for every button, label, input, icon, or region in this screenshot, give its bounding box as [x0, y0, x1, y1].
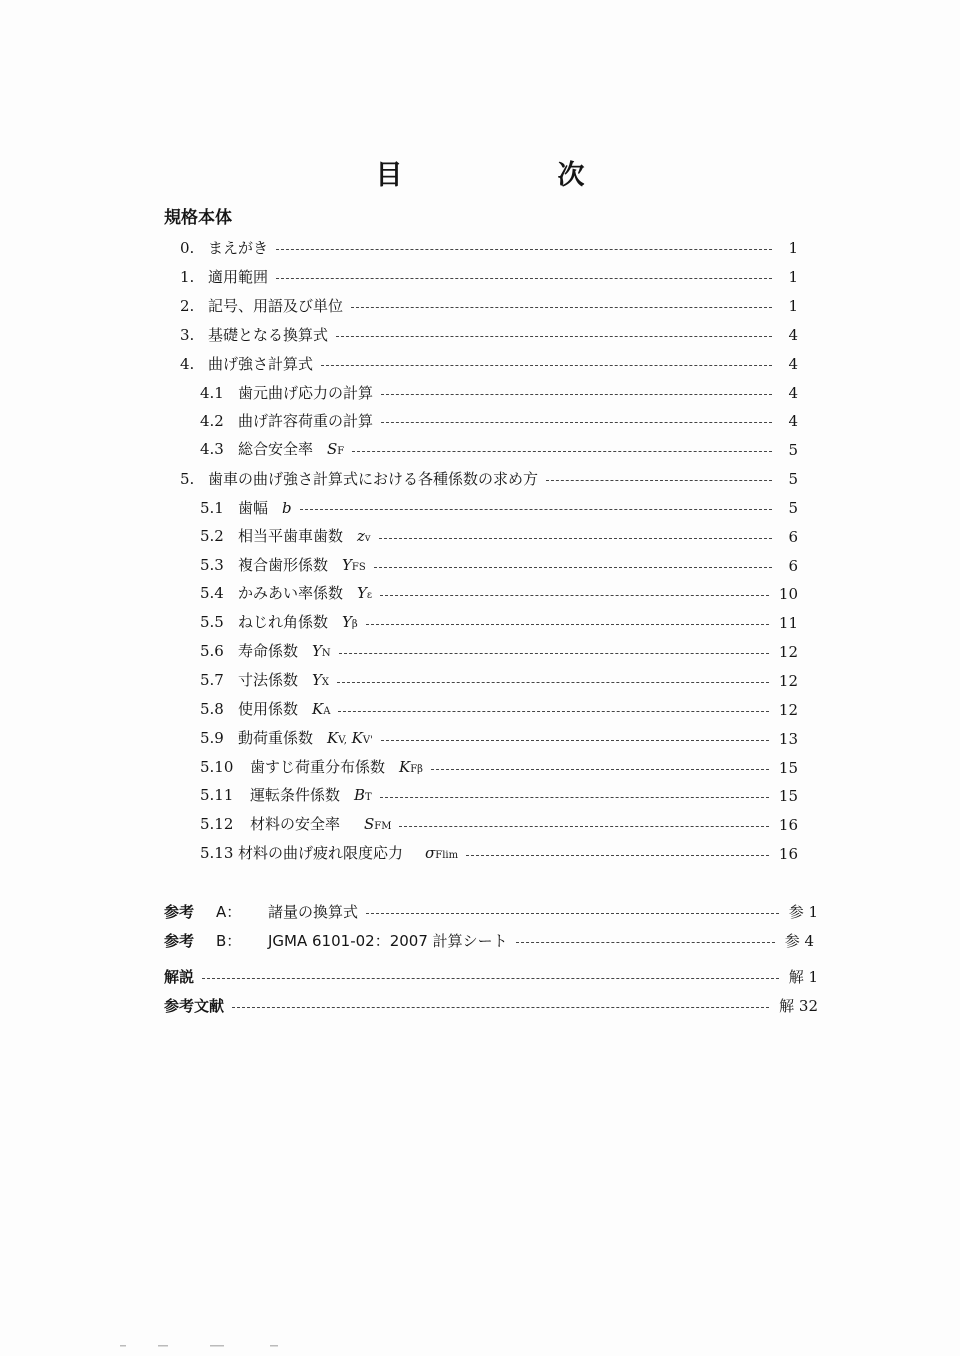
toc-page-number: 5 [788, 499, 798, 517]
math-symbol: σFlim [425, 843, 459, 862]
toc-text: 適用範囲 [208, 268, 269, 286]
toc-text: 歯車の曲げ強さ計算式における各種係数の求め方 [208, 470, 539, 488]
toc-page-number: 1 [788, 297, 798, 315]
appendix-letter: B： [216, 932, 242, 950]
toc-page-number: 15 [778, 759, 798, 777]
toc-entry-5-8[interactable] [200, 698, 798, 722]
toc-text: 寸法係数 [238, 670, 299, 689]
toc-number: 5.6 [200, 641, 224, 660]
math-symbol: YFS [342, 555, 366, 574]
toc-entry-5-4[interactable] [200, 582, 798, 606]
dotted-leader [276, 249, 772, 250]
toc-number: 4.2 [200, 412, 224, 430]
toc-page-number: 16 [778, 816, 798, 834]
toc-commentary[interactable] [164, 965, 818, 989]
toc-number: 5.10 [200, 757, 234, 776]
toc-text: 使用係数 [238, 699, 299, 718]
toc-number: 5.7 [200, 670, 224, 689]
dotted-leader [338, 711, 768, 712]
toc-number: 5.12 [200, 814, 234, 833]
toc-page-number: 4 [788, 412, 798, 430]
math-symbol: zv [357, 526, 371, 545]
scan-specks [120, 1344, 320, 1348]
toc-text: 相当平歯車歯数 [238, 526, 344, 545]
toc-entry-4-1[interactable] [200, 381, 798, 405]
dotted-leader [339, 653, 769, 654]
references-tag: 参考文献 [164, 997, 225, 1015]
toc-entry-4-3[interactable] [200, 438, 798, 462]
toc-number: 5.5 [200, 612, 224, 631]
toc-entry-5[interactable] [180, 467, 798, 491]
appendix-letter: A： [216, 903, 242, 921]
toc-entry-5-10[interactable] [200, 756, 798, 780]
toc-text: 総合安全率 [238, 439, 314, 458]
toc-entry-1[interactable] [180, 265, 798, 289]
toc-page-number: 1 [788, 268, 798, 286]
dotted-leader [321, 365, 772, 366]
toc-text: 曲げ許容荷重の計算 [238, 412, 374, 430]
toc-page-number: 5 [788, 470, 798, 488]
toc-text: 材料の曲げ疲れ限度応力 [238, 843, 404, 862]
toc-entry-5-1[interactable] [200, 496, 798, 520]
toc-text: 歯すじ荷重分布係数 [250, 757, 386, 776]
toc-text: 運転条件係数 [250, 785, 341, 804]
toc-number: 5.2 [200, 526, 224, 545]
toc-text: 動荷重係数 [238, 728, 314, 747]
dotted-leader [546, 480, 772, 481]
toc-entry-5-5[interactable] [200, 611, 798, 635]
toc-number: 5. [180, 470, 195, 488]
toc-page-number: 16 [778, 845, 798, 863]
toc-page-number: 12 [778, 701, 798, 719]
dotted-leader [466, 855, 769, 856]
math-symbol: b [282, 499, 292, 517]
appendix-tag: 参考 [164, 903, 195, 921]
toc-entry-5-13[interactable] [200, 842, 798, 866]
math-symbol: Yβ [342, 612, 358, 631]
dotted-leader [337, 682, 769, 683]
toc-text: 曲げ強さ計算式 [208, 355, 314, 373]
toc-entry-5-6[interactable] [200, 640, 798, 664]
toc-page-number: 4 [788, 384, 798, 402]
toc-text: ねじれ角係数 [238, 612, 329, 631]
page-title: 目 次 [375, 160, 649, 191]
toc-entry-4-2[interactable] [200, 409, 798, 433]
math-symbol: YX [312, 670, 330, 689]
toc-text: かみあい率係数 [238, 583, 344, 602]
dotted-leader [380, 595, 769, 596]
toc-text: 基礎となる換算式 [208, 326, 329, 344]
dotted-leader [380, 797, 769, 798]
toc-page-number: 13 [778, 730, 798, 748]
math-symbol: BT [354, 785, 372, 804]
toc-number: 4.1 [200, 384, 224, 402]
dotted-leader [399, 826, 768, 827]
dotted-leader [352, 451, 772, 452]
toc-page-number: 参 4 [784, 932, 814, 950]
dotted-leader [516, 942, 775, 943]
commentary-tag: 解説 [164, 968, 195, 986]
toc-page-number: 11 [778, 614, 798, 632]
toc-text: 記号、用語及び単位 [208, 297, 344, 315]
dotted-leader [381, 422, 772, 423]
toc-number: 5.1 [200, 499, 224, 517]
dotted-leader [351, 307, 772, 308]
appendix-text: 諸量の換算式 [268, 903, 359, 921]
toc-entry-5-9[interactable] [200, 727, 798, 751]
toc-page-number: 15 [778, 787, 798, 805]
toc-text: 材料の安全率 [250, 814, 341, 833]
toc-page-number: 参 1 [788, 903, 818, 921]
math-symbol: YN [312, 641, 331, 660]
toc-number: 5.9 [200, 728, 224, 747]
toc-number: 2. [180, 297, 195, 315]
toc-page-number: 10 [778, 585, 798, 603]
toc-page-number: 6 [788, 557, 798, 575]
toc-text: 歯元曲げ応力の計算 [238, 384, 374, 402]
dotted-leader [366, 624, 769, 625]
toc-number: 5.8 [200, 699, 224, 718]
math-symbol: KA [312, 699, 331, 718]
dotted-leader [431, 769, 769, 770]
toc-number: 5.11 [200, 785, 234, 804]
math-symbol: KV, KV' [327, 728, 373, 747]
toc-text: 複合歯形係数 [238, 555, 329, 574]
appendix-tag: 参考 [164, 932, 195, 950]
toc-entry-5-7[interactable] [200, 669, 798, 693]
toc-page-number: 6 [788, 528, 798, 546]
toc-number: 3. [180, 326, 195, 344]
dotted-leader [232, 1007, 769, 1008]
math-symbol: Yε [357, 583, 373, 602]
toc-references[interactable] [164, 994, 818, 1018]
toc-number: 0. [180, 239, 195, 257]
toc-appendix-a[interactable] [164, 900, 818, 924]
dotted-leader [202, 978, 779, 979]
toc-number: 5.3 [200, 555, 224, 574]
toc-page-number: 4 [788, 355, 798, 373]
section-heading: 規格本体 [164, 208, 232, 228]
toc-entry-3[interactable] [180, 323, 798, 347]
dotted-leader [381, 740, 769, 741]
toc-page-number: 解 1 [788, 968, 818, 986]
toc-entry-5-11[interactable] [200, 784, 798, 808]
toc-number: 5.13 [200, 843, 234, 862]
toc-number: 1. [180, 268, 195, 286]
toc-entry-5-2[interactable] [200, 525, 798, 549]
toc-number: 4. [180, 355, 195, 373]
dotted-leader [366, 913, 779, 914]
math-symbol: SF [327, 439, 345, 458]
toc-text: 寿命係数 [238, 641, 299, 660]
toc-text: 歯幅 [238, 499, 269, 517]
dotted-leader [300, 509, 772, 510]
toc-entry-0[interactable] [180, 236, 798, 260]
toc-entry-2[interactable] [180, 294, 798, 318]
math-symbol: KFβ [399, 757, 423, 776]
toc-page-number: 12 [778, 643, 798, 661]
toc-appendix-b[interactable] [164, 929, 814, 953]
toc-text: まえがき [208, 239, 269, 257]
toc-page-number: 12 [778, 672, 798, 690]
math-symbol: SFM [364, 814, 392, 833]
toc-number: 4.3 [200, 439, 224, 458]
dotted-leader [381, 394, 772, 395]
dotted-leader [276, 278, 772, 279]
dotted-leader [336, 336, 772, 337]
dotted-leader [379, 538, 772, 539]
toc-page-number: 5 [788, 441, 798, 459]
toc-entry-5-3[interactable] [200, 554, 798, 578]
toc-page-number: 解 32 [779, 997, 818, 1015]
toc-page-number: 4 [788, 326, 798, 344]
dotted-leader [374, 567, 772, 568]
toc-number: 5.4 [200, 583, 224, 602]
toc-entry-5-12[interactable] [200, 813, 798, 837]
appendix-text: JGMA 6101-02：2007 計算シート [268, 932, 508, 950]
toc-page-number: 1 [788, 239, 798, 257]
toc-entry-4[interactable] [180, 352, 798, 376]
